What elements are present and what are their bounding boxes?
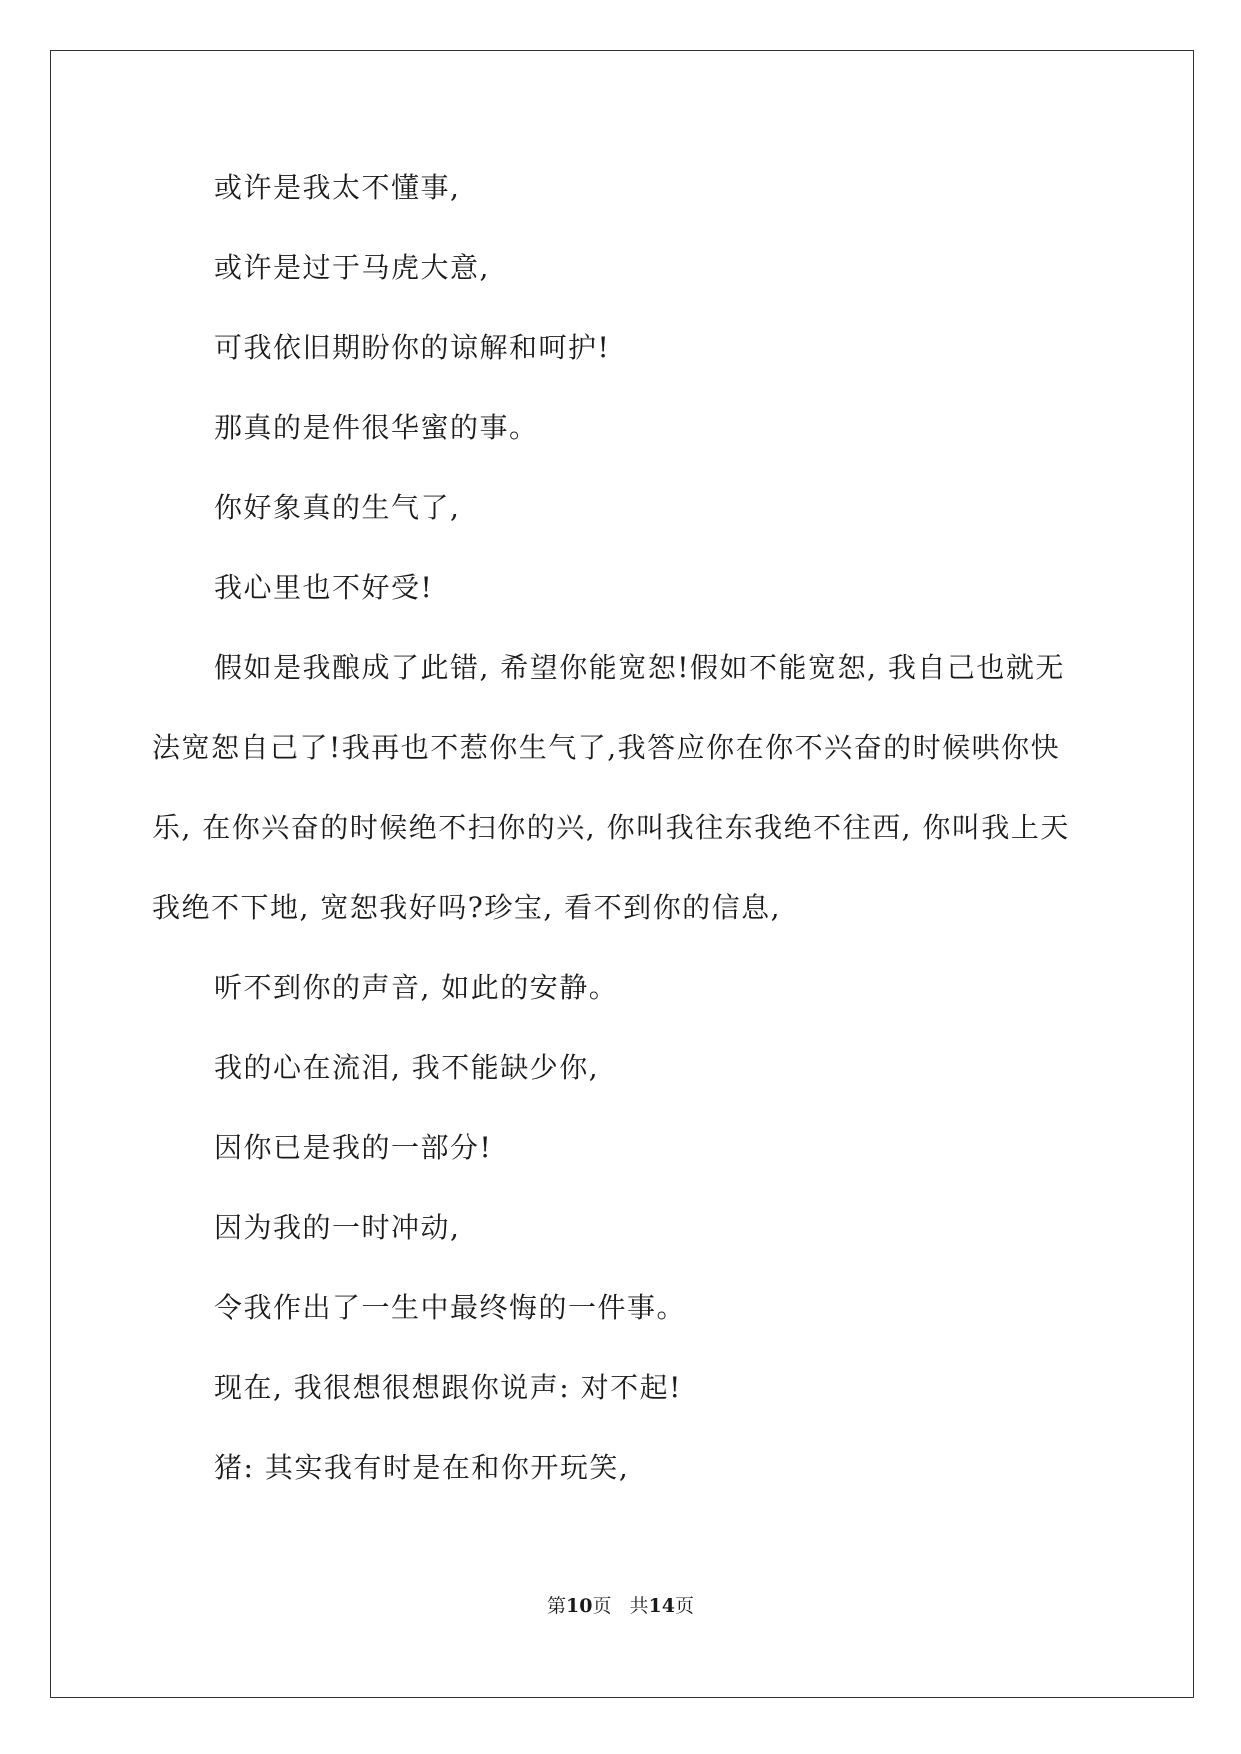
paragraph-4: 那真的是件很华蜜的事。: [214, 411, 539, 444]
total-pages: 14: [648, 1595, 675, 1617]
page-number: 10: [566, 1595, 593, 1617]
page-footer: [0, 1591, 1241, 1618]
paragraph-7: 假如是我酿成了此错, 希望你能宽恕!假如不能宽恕, 我自己也就无法宽恕自己了!我再也不惹你生气了,我答应你在你不兴奋的时候哄你快乐, 在你兴奋的时候绝不扫你的兴, 你叫我往东我绝不往西, 你叫我上天我绝不下地, 宽恕我好吗?珍宝, 看不到你的信息,: [152, 651, 1070, 924]
paragraph-12: 令我作出了一生中最终悔的一件事。: [214, 1291, 687, 1324]
paragraph-2: 或许是过于马虎大意,: [214, 251, 490, 284]
total-suffix: 页: [674, 1595, 694, 1617]
paragraph-5: 你好象真的生气了,: [214, 491, 461, 524]
total-prefix: 共: [629, 1595, 649, 1617]
paragraph-6: 我心里也不好受!: [214, 571, 434, 604]
paragraph-10: 因你已是我的一部分!: [214, 1131, 493, 1164]
paragraph-9: 我的心在流泪, 我不能缺少你,: [214, 1051, 600, 1084]
paragraph-13: 现在, 我很想很想跟你说声: 对不起!: [214, 1371, 682, 1404]
document-body: [152, 168, 1092, 1528]
page-suffix: 页: [592, 1595, 612, 1617]
page-prefix: 第: [547, 1595, 567, 1617]
paragraph-11: 因为我的一时冲动,: [214, 1211, 461, 1244]
paragraph-8: 听不到你的声音, 如此的安静。: [214, 971, 619, 1004]
paragraph-1: 或许是我太不懂事,: [214, 171, 461, 204]
paragraph-14: 猪: 其实我有时是在和你开玩笑,: [214, 1451, 630, 1484]
paragraph-3: 可我依旧期盼你的谅解和呵护!: [214, 331, 611, 364]
